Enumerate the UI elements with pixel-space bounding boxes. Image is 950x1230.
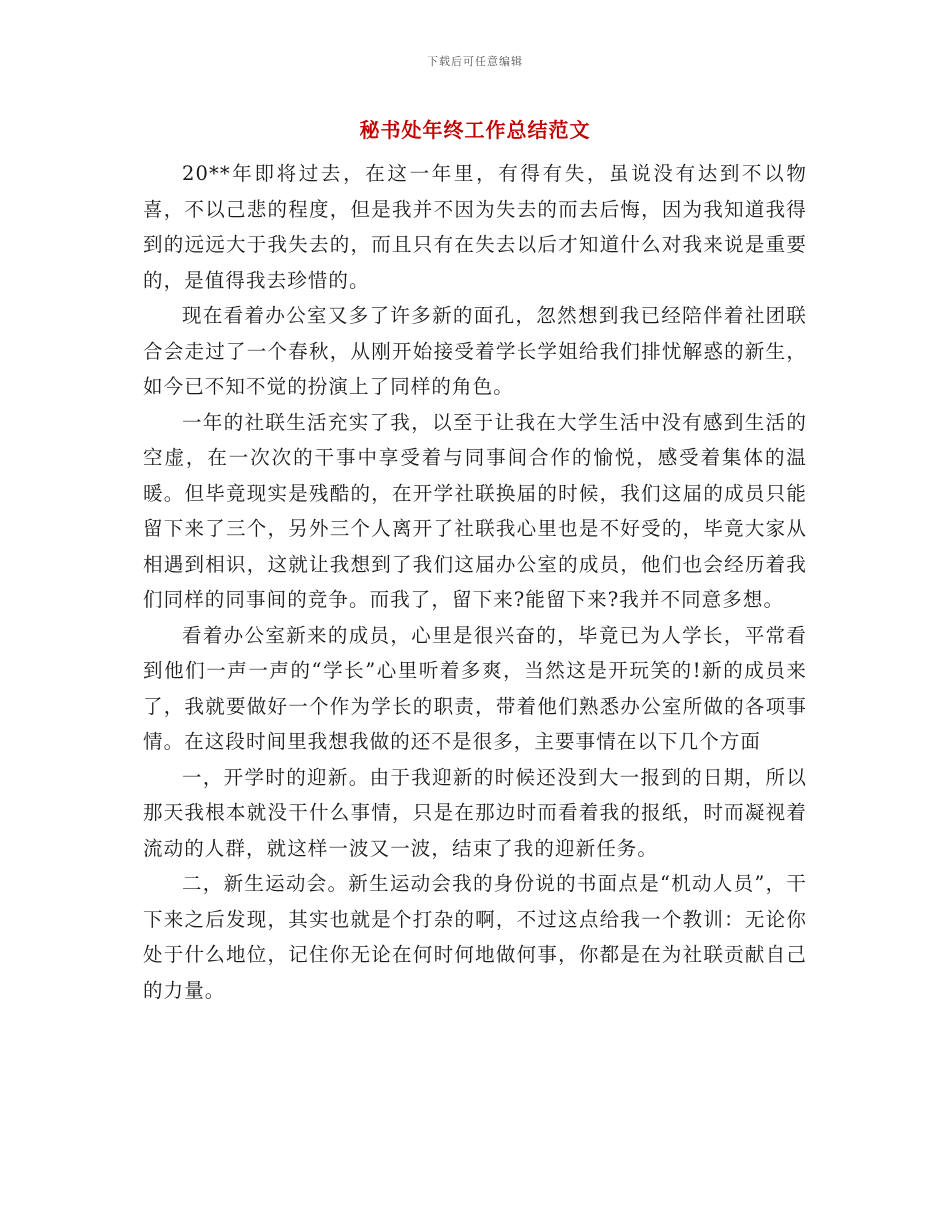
- document-title: 秘书处年终工作总结范文: [359, 118, 591, 142]
- paragraph: 二，新生运动会。新生运动会我的身份说的书面点是“机动人员”，干下来之后发现，其实也就是个打杂的啊，不过这点给我一个教训：无论你处于什么地位，记住你无论在何时何地做何事，你都是在为社联贡献自己的力量。: [143, 872, 807, 1002]
- header-note: 下载后可任意编辑: [427, 55, 523, 68]
- paragraph: 现在看着办公室又多了许多新的面孔，忽然想到我已经陪伴着社团联合会走过了一个春秋，从刚开始接受着学长学姐给我们排忧解惑的新生，如今已不知不觉的扮演上了同样的角色。: [143, 304, 807, 398]
- paragraph: 一，开学时的迎新。由于我迎新的时候还没到大一报到的日期，所以那天我根本就没干什么事情，只是在那边时而看着我的报纸，时而凝视着流动的人群，就这样一波又一波，结束了我的迎新任务。: [143, 765, 807, 860]
- paragraph: 看着办公室新来的成员，心里是很兴奋的，毕竟已为人学长，平常看到他们一声一声的“学长”心里听着多爽，当然这是开玩笑的!新的成员来了，我就要做好一个作为学长的职责，带着他们熟悉办公室所做的各项事情。在这段时间里我想我做的还不是很多，主要事情在以下几个方面: [143, 623, 807, 753]
- paragraph: 一年的社联生活充实了我，以至于让我在大学生活中没有感到生活的空虚，在一次次的干事中享受着与同事间合作的愉悦，感受着集体的温暖。但毕竟现实是残酷的，在开学社联换届的时候，我们这届的成员只能留下来了三个，另外三个人离开了社联我心里也是不好受的，毕竟大家从相遇到相识，这就让我想到了我们这届办公室的成员，他们也会经历着我们同样的同事间的竞争。而我了，留下来?能留下来?我并不同意多想。: [143, 410, 807, 611]
- paragraph: 20**年即将过去，在这一年里，有得有失，虽说没有达到不以物喜，不以己悲的程度，但是我并不因为失去的而去后悔，因为我知道我得到的远远大于我失去的，而且只有在失去以后才知道什么对我来说是重要的，是值得我去珍惜的。: [143, 162, 807, 292]
- document-body: [143, 156, 807, 1008]
